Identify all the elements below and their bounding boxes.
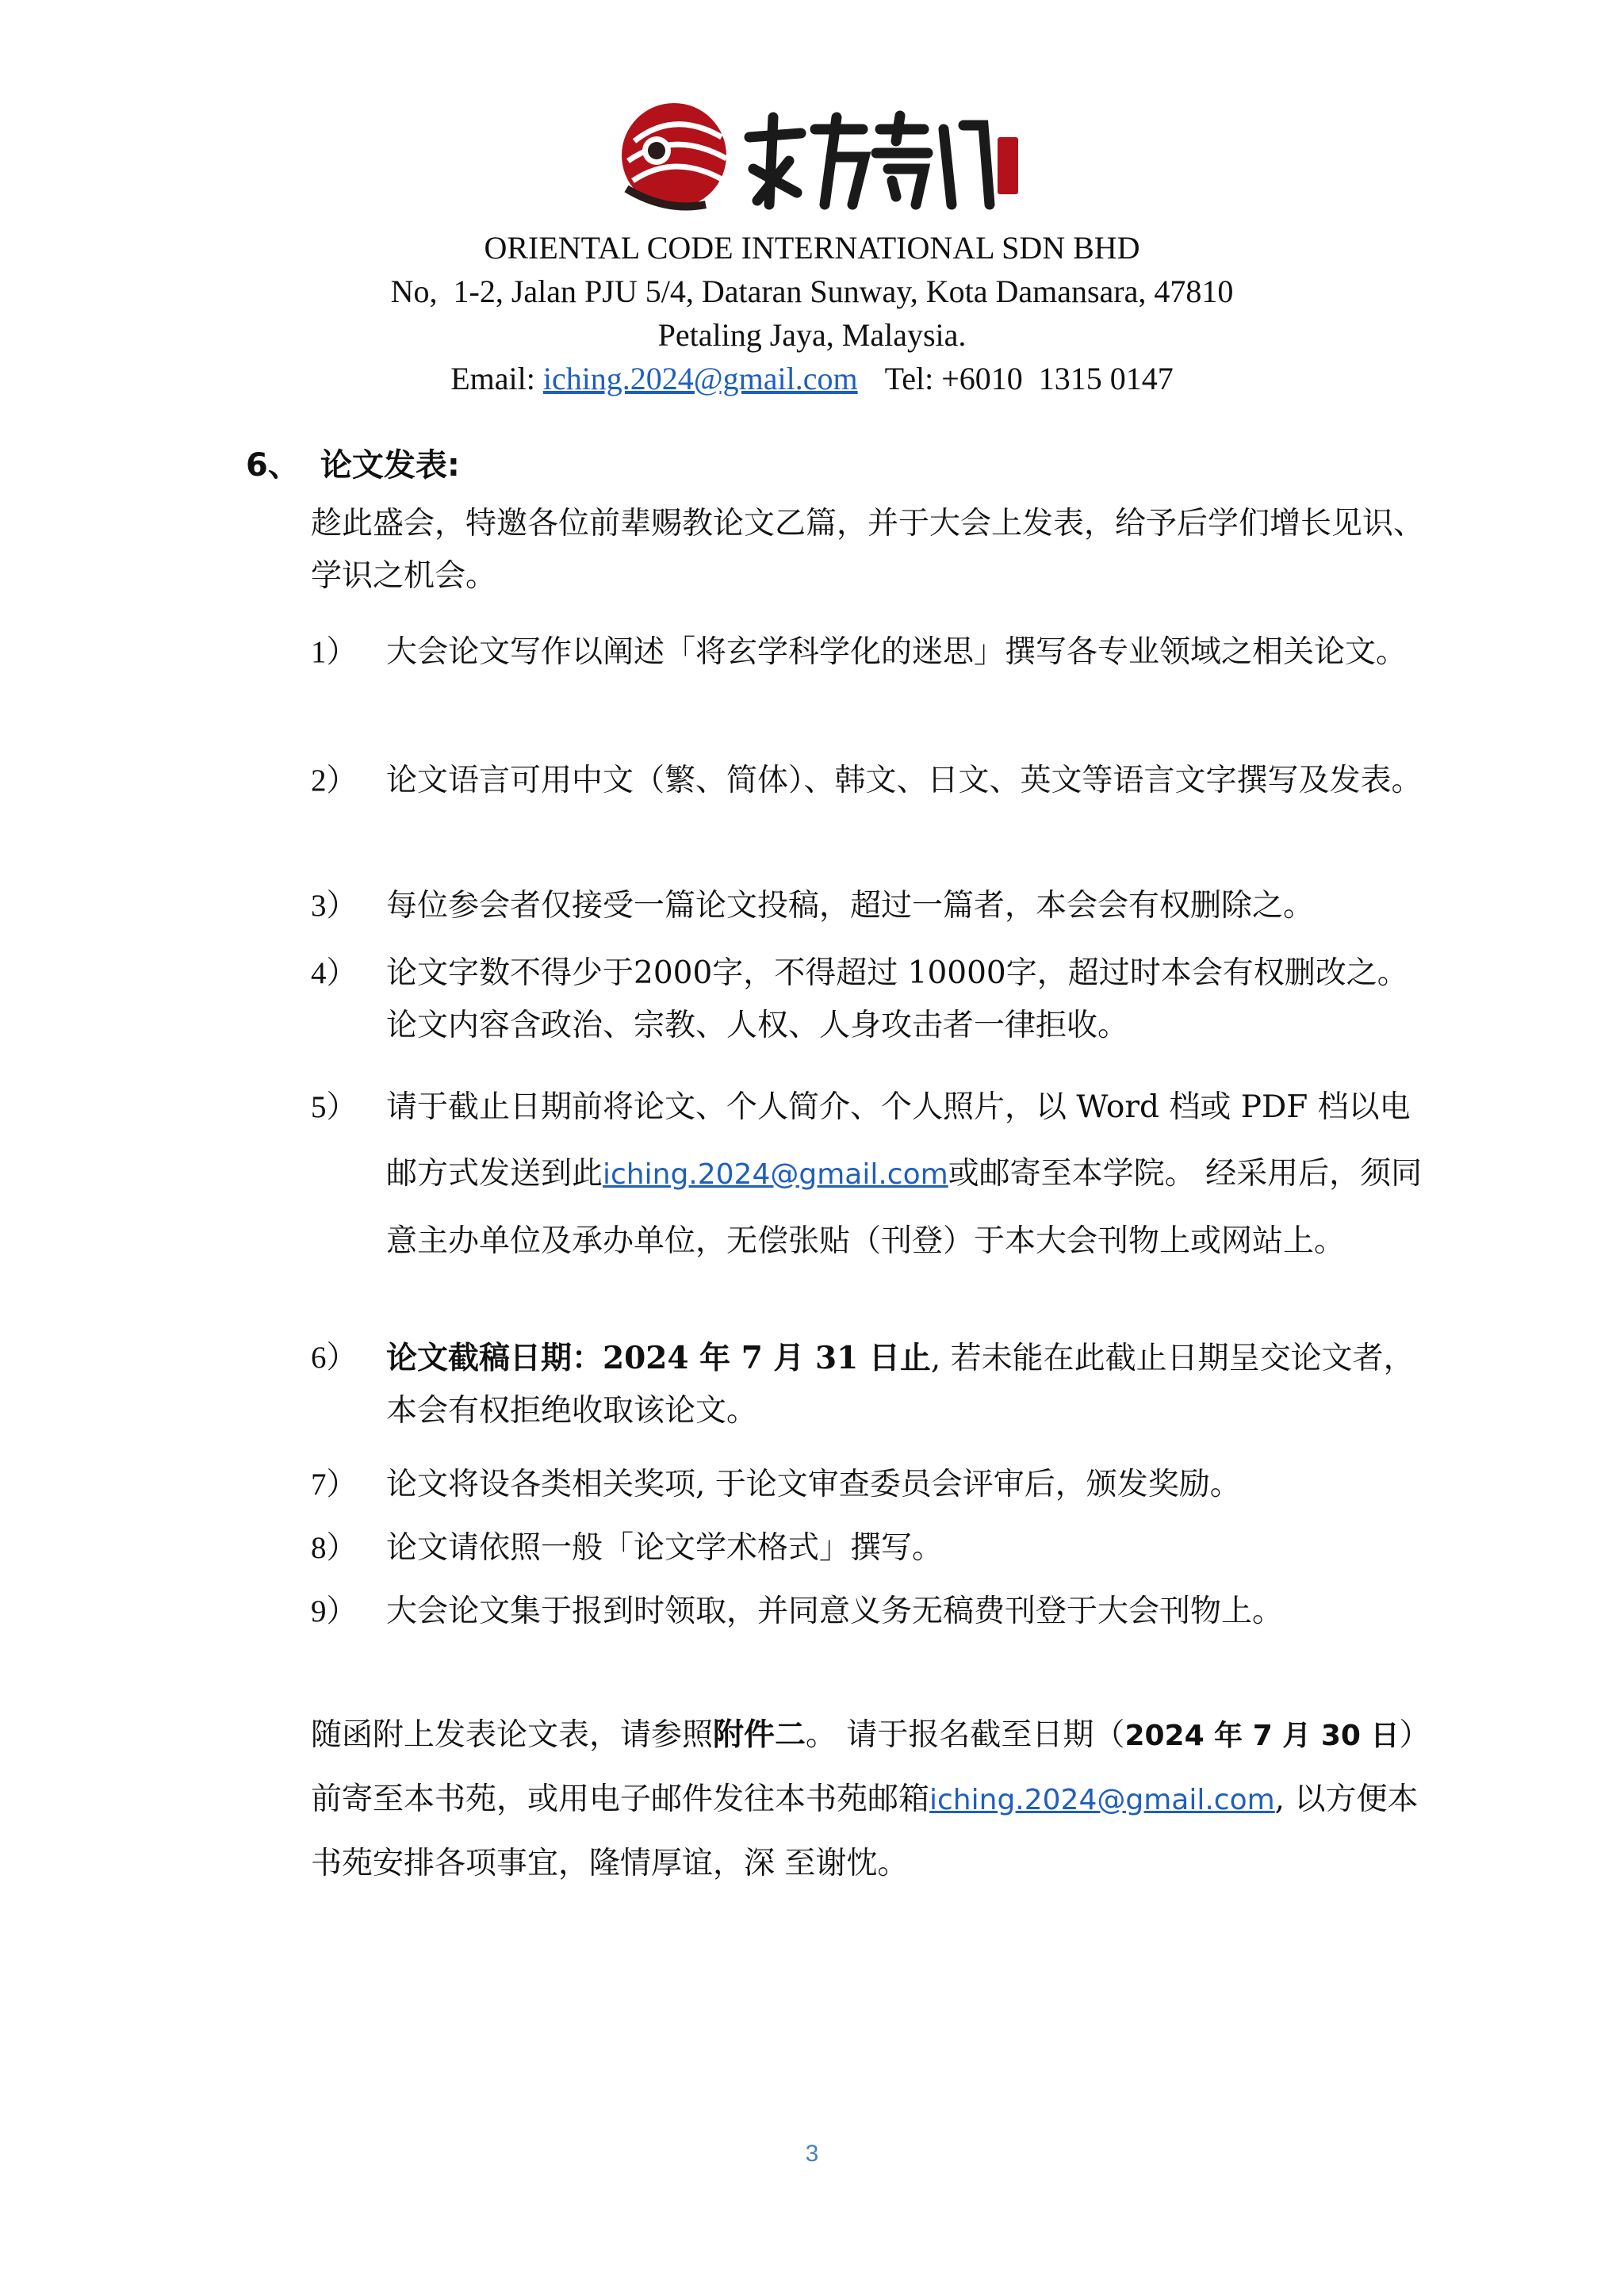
page-number: 3 xyxy=(805,2141,819,2167)
logo-graphic xyxy=(611,94,1023,220)
item-number: 3） xyxy=(311,889,358,923)
list-item xyxy=(311,1332,1429,1437)
item-text: 请于截止日期前将论文、个人简介、个人照片，以 Word 档或 PDF 档以电邮方式发送到此iching.2024@gmail.com或邮寄至本学院。 经采用后，须同意主办单位及承办单位，无偿张贴（刊登）于本大会刊物上或网站上。 xyxy=(386,1089,1423,1259)
deadline-date: 2024 年 7 月 31 日止 xyxy=(603,1340,931,1376)
closing-paragraph: 随函附上发表论文表，请参照附件二。 请于报名截至日期（2024 年 7 月 30 日）前寄至本书苑，或用电子邮件发往本书苑邮箱iching.2024@gmail.com, 以方便本书苑安排各项事宜，隆情厚谊，深 至谢忱。 xyxy=(311,1716,1419,1881)
company-logo xyxy=(611,94,1023,220)
item-number: 9） xyxy=(311,1594,358,1628)
item-number: 8） xyxy=(311,1531,358,1565)
email-link[interactable]: iching.2024@gmail.com xyxy=(603,1158,948,1191)
contact-line xyxy=(0,357,1624,400)
item-text: 论文请依照一般「论文学术格式」撰写。 xyxy=(386,1530,944,1566)
deadline-label: 论文截稿日期： xyxy=(386,1340,603,1376)
registration-deadline: 2024 年 7 月 30 日 xyxy=(1124,1720,1400,1752)
item-text: 大会论文写作以阐述「将玄学科学化的迷思」撰写各专业领域之相关论文。 xyxy=(386,634,1408,670)
list-item xyxy=(311,1586,1429,1638)
letterhead xyxy=(0,226,1624,400)
item-number: 6） xyxy=(311,1341,358,1375)
item-number: 7） xyxy=(311,1468,358,1502)
address-line-1: No, 1-2, Jalan PJU 5/4, Dataran Sunway, Kota Damansara, 47810 xyxy=(390,274,1234,309)
item-text: 每位参会者仅接受一篇论文投稿，超过一篇者，本会会有权删除之。 xyxy=(386,888,1315,924)
list-item xyxy=(311,880,1429,932)
item-text: 论文字数不得少于2000字，不得超过 10000字，超过时本会有权删改之。论文内容含政治、宗教、人权、人身攻击者一律拒收。 xyxy=(386,955,1408,1043)
section-number: 6、 xyxy=(246,447,300,484)
email-link[interactable]: iching.2024@gmail.com xyxy=(929,1784,1275,1816)
item-text: 论文语言可用中文（繁、简体）、韩文、日文、英文等语言文字撰写及发表。 xyxy=(386,763,1423,798)
item-number: 5） xyxy=(311,1090,358,1124)
list-item xyxy=(311,1459,1429,1511)
item-number: 1） xyxy=(311,635,358,669)
address-line-2: Petaling Jaya, Malaysia. xyxy=(657,317,967,353)
list-item xyxy=(311,626,1429,679)
section-heading xyxy=(246,440,460,485)
item-text: 论文截稿日期：2024 年 7 月 31 日止, 若未能在此截止日期呈交论文者，本会有权拒绝收取该论文。 xyxy=(386,1340,1415,1429)
list-item xyxy=(311,947,1429,1052)
email-link[interactable]: iching.2024@gmail.com xyxy=(542,361,858,396)
list-item xyxy=(311,1522,1429,1575)
attachment-ref: 附件二 xyxy=(713,1716,806,1753)
list-item xyxy=(311,1074,1429,1275)
list-item xyxy=(311,755,1429,807)
company-name: ORIENTAL CODE INTERNATIONAL SDN BHD xyxy=(484,230,1140,266)
item-number: 2） xyxy=(311,763,358,798)
email-label: Email: xyxy=(450,361,543,396)
item-text: 论文将设各类相关奖项, 于论文审查委员会评审后，颁发奖励。 xyxy=(386,1467,1241,1502)
section-title: 论文发表: xyxy=(320,447,460,484)
item-text: 大会论文集于报到时领取，并同意义务无稿费刊登于大会刊物上。 xyxy=(386,1594,1284,1629)
tel: Tel: +6010 1315 0147 xyxy=(884,361,1174,396)
intro-paragraph: 趁此盛会，特邀各位前辈赐教论文乙篇，并于大会上发表，给予后学们增长见识、学识之机会。 xyxy=(311,506,1425,594)
item-number: 4） xyxy=(311,956,358,990)
